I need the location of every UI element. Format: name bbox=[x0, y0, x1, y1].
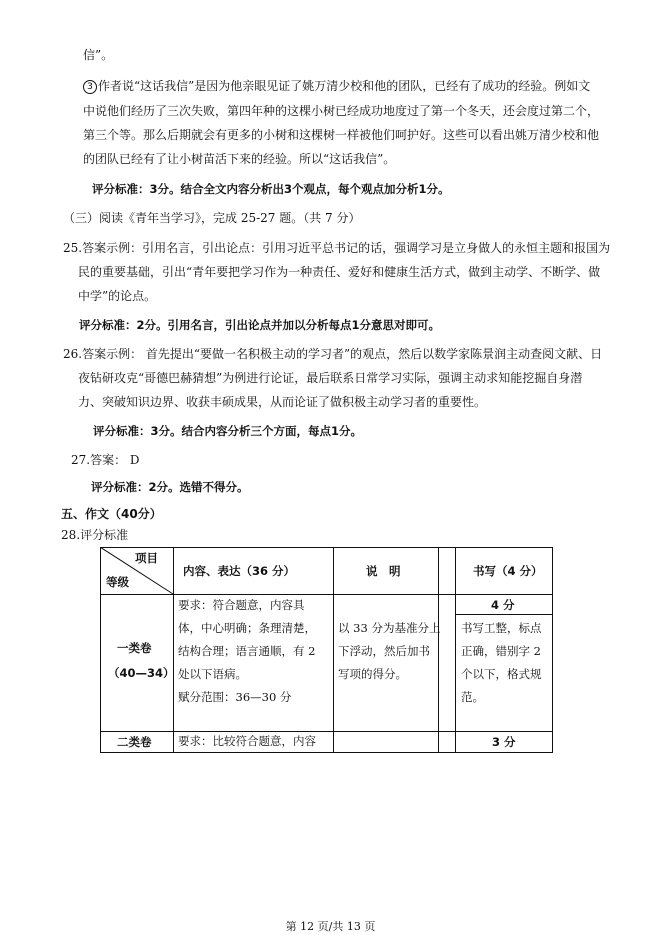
writing-requirement: 书写工整，标点 bbox=[461, 621, 542, 635]
point3-first-line bbox=[83, 78, 590, 94]
content-requirement: 体，中心明确；条理清楚， bbox=[178, 621, 316, 635]
scoring-criteria: 评分标准：2分。选错不得分。 bbox=[91, 480, 249, 494]
question-label: 28.评分标准 bbox=[61, 528, 129, 542]
explain-text: 以 33 分为基准分上 bbox=[338, 621, 441, 635]
text-line: 民的重要基础，引出“青年要把学习作为一种责任、爱好和健康生活方式，做到主动学、不断学、做 bbox=[78, 265, 601, 279]
text-line: 25.答案示例：引用名言，引出论点：引用习近平总书记的话，强调学习是立身做人的永恒主题和报国为 bbox=[63, 241, 611, 255]
text-line: 26.答案示例： 首先提出“要做一名积极主动的学习者”的观点，然后以数学家陈景润主动查阅文献、日 bbox=[63, 347, 603, 361]
column-header-writing: 书写（4 分） bbox=[473, 564, 543, 578]
explain-text: 下浮动，然后加书 bbox=[338, 644, 430, 658]
grade-label: 二类卷 bbox=[117, 735, 152, 749]
scoring-criteria: 评分标准：2分。引用名言，引出论点并加以分析每点1分意思对即可。 bbox=[79, 318, 440, 332]
content-requirement: 要求：符合题意，内容具 bbox=[178, 598, 305, 612]
writing-requirement: 个以下，格式规 bbox=[461, 667, 542, 681]
writing-score: 3 分 bbox=[492, 735, 516, 749]
text-line: 的团队已经有了让小树苗活下来的经验。所以“这话我信”。 bbox=[83, 152, 396, 166]
content-requirement: 要求：比较符合题意，内容 bbox=[178, 734, 316, 748]
text-line: 夜钻研攻克“哥德巴赫猜想”为例进行论证，最后联系日常学习实际，强调主动求知能挖掘自身潜 bbox=[78, 371, 583, 385]
writing-requirement: 范。 bbox=[461, 690, 484, 704]
text-line: 力、突破知识边界、收获丰硕成果，从而论证了做积极主动学习者的重要性。 bbox=[78, 395, 487, 409]
header-grade: 等级 bbox=[106, 575, 129, 589]
column-header-explain: 说 明 bbox=[366, 564, 401, 578]
text-line: 第三个等。那么后期就会有更多的小树和这棵树一样被他们呵护好。这些可以看出姚万清少校和他 bbox=[83, 128, 600, 142]
section-heading: 五、作文（40分） bbox=[61, 507, 162, 521]
page-footer: 第 12 页/共 13 页 bbox=[285, 920, 376, 933]
text-line: 中学”的论点。 bbox=[78, 289, 157, 303]
column-header-content: 内容、表达（36 分） bbox=[183, 564, 296, 578]
section-heading: （三）阅读《青年当学习》，完成 25-27 题。（共 7 分） bbox=[63, 211, 361, 225]
grade-range: （40—34） bbox=[108, 666, 175, 680]
content-requirement: 赋分范围：36—30 分 bbox=[178, 690, 292, 704]
text-line: 作者说“这话我信”是因为他亲眼见证了姚万清少校和他的团队，已经有了成功的经验。例如文 bbox=[98, 79, 591, 93]
text-line: 中说他们经历了三次失败，第四年种的这棵小树已经成功地度过了第一个冬天，还会度过第二个， bbox=[83, 104, 600, 118]
circled-number: 3 bbox=[83, 80, 97, 94]
writing-requirement: 正确，错别字 2 bbox=[461, 644, 541, 658]
explain-text: 写项的得分。 bbox=[338, 667, 407, 681]
text-line: 信”。 bbox=[83, 48, 114, 62]
content-requirement: 处以下语病。 bbox=[178, 667, 247, 681]
writing-score: 4 分 bbox=[491, 598, 515, 612]
scoring-criteria: 评分标准：3分。结合内容分析三个方面，每点1分。 bbox=[93, 424, 363, 438]
header-item: 项目 bbox=[135, 551, 158, 565]
scoring-criteria: 评分标准：3分。结合全文内容分析出3个观点，每个观点加分析1分。 bbox=[92, 182, 450, 196]
content-requirement: 结构合理；语言通顺，有 2 bbox=[178, 644, 316, 658]
grade-label: 一类卷 bbox=[117, 641, 152, 655]
text-line: 27.答案： D bbox=[71, 453, 140, 467]
